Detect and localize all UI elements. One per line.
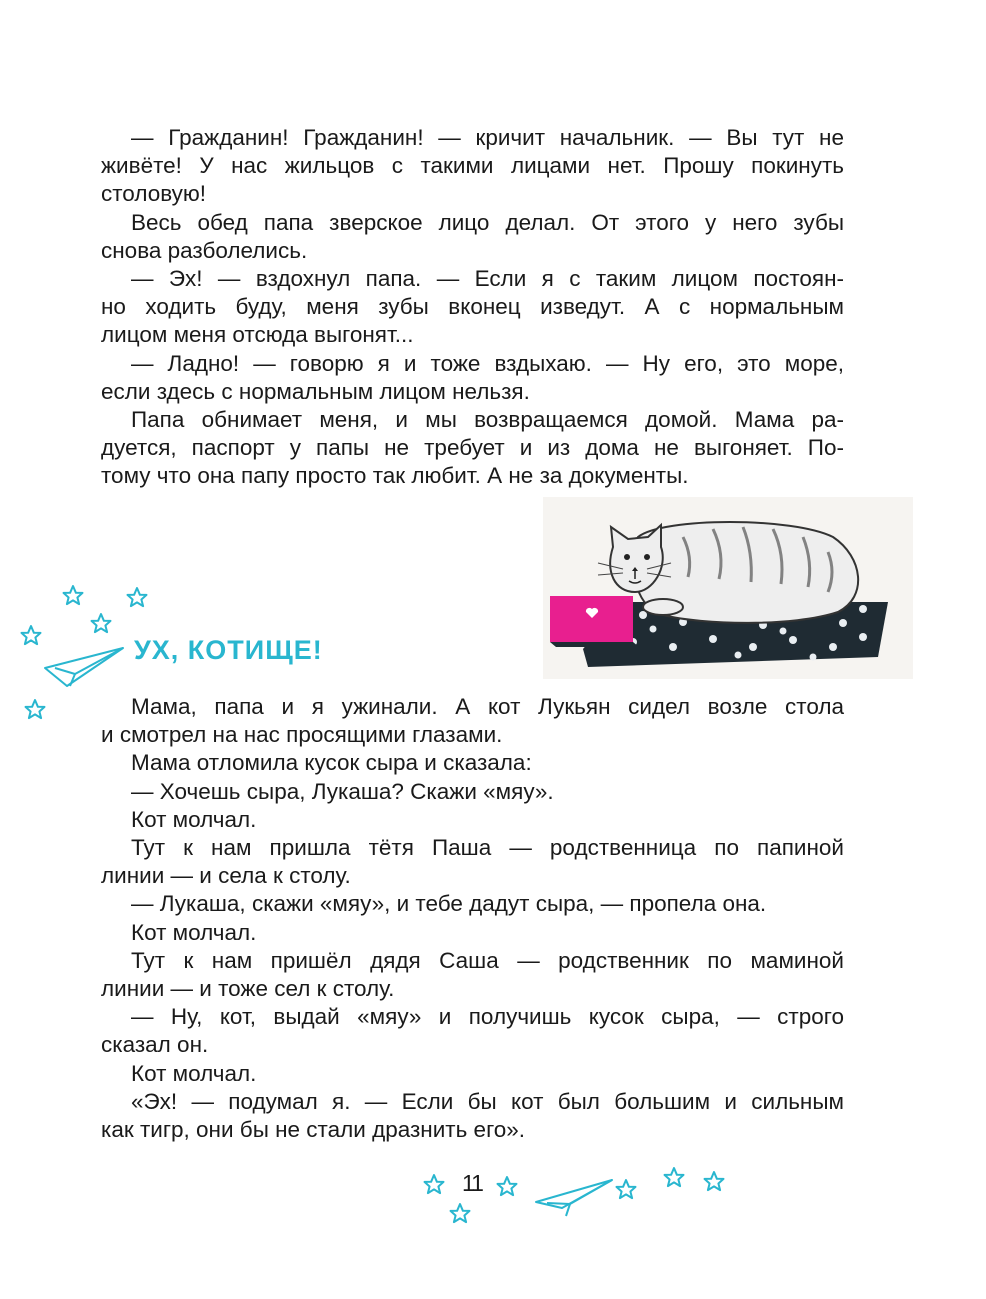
text-line: — Гражданин! Гражданин! — кричит начальник. — Вы тут не [131, 125, 844, 150]
text-line: Мама, папа и я ужинали. А кот Лукьян сидел возле стола [131, 694, 844, 719]
cat-illustration [543, 497, 913, 679]
page-number: 11 [462, 1170, 482, 1196]
text-line: сказал он. [101, 1032, 209, 1058]
star-icon [92, 614, 111, 632]
star-icon [128, 588, 147, 606]
star-icon [617, 1180, 636, 1198]
chapter-title: УХ, КОТИЩЕ! [134, 635, 323, 665]
text-line: «Эх! — подумал я. — Если бы кот был большим и сильным [131, 1088, 844, 1114]
star-icon [26, 700, 45, 718]
text-line: — Эх! — вздохнул папа. — Если я с таким лицом постоян- [131, 266, 844, 291]
text-line: — Ну, кот, выдай «мяу» и получишь кусок сыра, — строго [131, 1004, 844, 1030]
star-icon [665, 1168, 684, 1186]
text-line: Тут к нам пришла тётя Паша — родственница по папиной [131, 835, 844, 860]
text-line: линии — и села к столу. [101, 863, 351, 889]
star-icon [498, 1177, 517, 1195]
text-line: Кот молчал. [131, 806, 257, 832]
text-line: и смотрел на нас просящими глазами. [101, 722, 503, 748]
star-icon [425, 1175, 444, 1193]
text-line: Тут к нам пришёл дядя Саша — родственник по маминой [131, 947, 844, 973]
text-line: снова разболелись. [101, 237, 308, 263]
star-icon [22, 626, 41, 644]
text-line: Кот молчал. [131, 1060, 257, 1086]
text-line: живёте! У нас жильцов с такими лицами нет. Прошу покинуть [101, 153, 844, 179]
text-line: но ходить буду, меня зубы вконец изведут. А с нормальным [101, 294, 844, 320]
star-icon [705, 1172, 724, 1190]
text-line: как тигр, они бы не стали дразнить его». [101, 1117, 526, 1142]
text-line: Весь обед папа зверское лицо делал. От этого у него зубы [131, 209, 844, 235]
star-icon [451, 1204, 470, 1222]
paper-plane-icon [536, 1180, 612, 1216]
text-line: линии — и тоже сел к столу. [101, 976, 395, 1001]
text-line: столовую! [101, 181, 207, 207]
text-line: Кот молчал. [131, 919, 257, 945]
star-icon [64, 586, 83, 604]
text-line: — Лукаша, скажи «мяу», и тебе дадут сыра, — пропела она. [131, 891, 767, 917]
text-line: если здесь с нормальным лицом нельзя. [101, 378, 530, 404]
decor-footer [412, 1160, 732, 1230]
text-line: Папа обнимает меня, и мы возвращаемся домой. Мама ра- [131, 407, 844, 432]
text-line: лицом меня отсюда выгонят... [101, 322, 414, 348]
text-line: дуется, паспорт у папы не требует и из дома не выгоняет. По- [101, 435, 844, 461]
text-line: — Ладно! — говорю я и тоже вздыхаю. — Ну его, это море, [131, 350, 844, 376]
text-line: — Хочешь сыра, Лукаша? Скажи «мяу». [131, 778, 554, 804]
text-line: тому что она папу просто так любит. А не за документы. [101, 463, 689, 489]
paper-plane-icon [45, 648, 123, 686]
text-line: Мама отломила кусок сыра и сказала: [131, 750, 532, 776]
